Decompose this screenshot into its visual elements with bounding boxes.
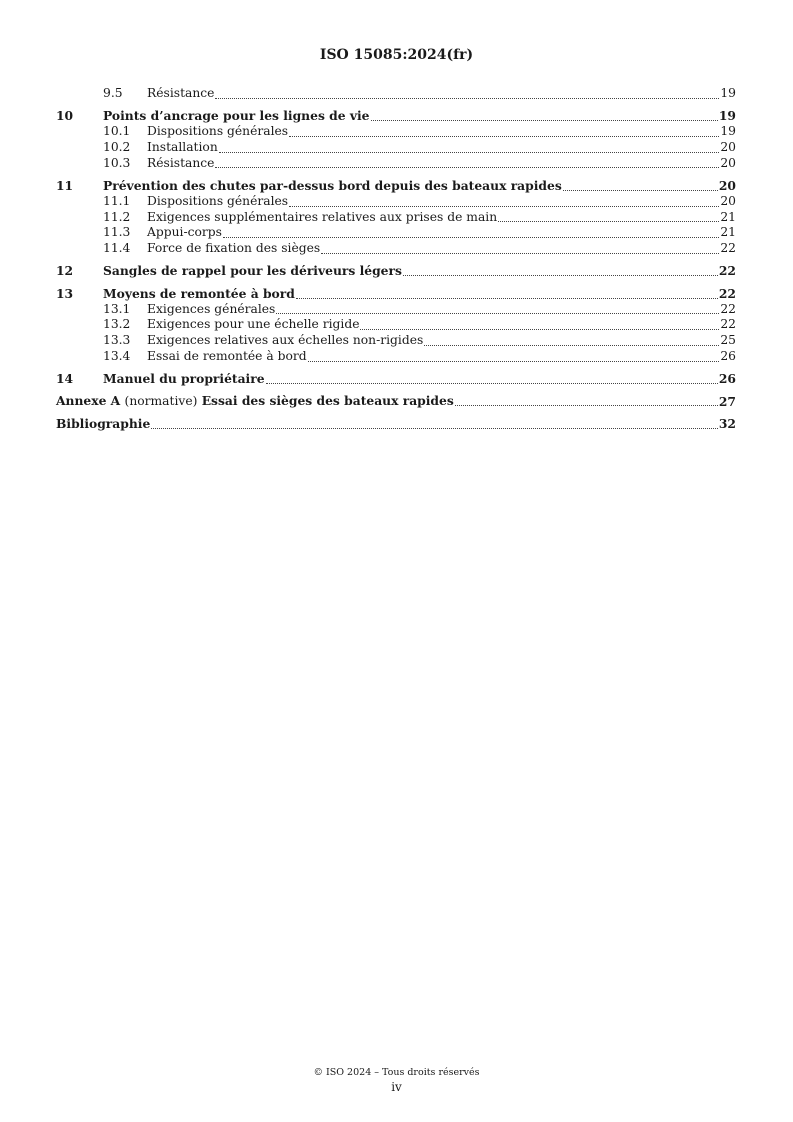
toc-entry-9-5[interactable] [56,86,736,102]
toc-entry-11-2[interactable] [56,210,736,226]
toc-entry-page: 26 [720,348,736,363]
toc-entry-number: 13.2 [103,317,131,332]
dot-leader [289,206,719,207]
toc-entry-title: Exigences pour une échelle rigide [147,317,360,332]
toc-entry-11-1[interactable] [56,194,736,210]
toc-entry-page: 20 [720,193,736,208]
toc-entry-title: Installation [147,139,218,154]
toc-entry-title: Force de fixation des sièges [147,241,321,256]
toc-entry-title: Résistance [147,86,215,100]
toc-entry-12[interactable] [56,263,736,279]
annex-label: Annexe A [56,392,121,408]
dot-leader [360,329,719,330]
toc-entry-page: 22 [720,241,736,256]
dot-leader [223,237,719,238]
toc-entry-14[interactable] [56,371,736,387]
toc-entry-11[interactable] [56,178,736,194]
toc-entry-number: 10.3 [103,155,131,170]
toc-entry-title: Dispositions générales [147,124,289,139]
dot-leader [219,152,720,153]
toc-entry-10[interactable] [56,108,736,124]
toc-entry-13-1[interactable] [56,302,736,318]
dot-leader [321,253,719,254]
toc-entry-number: 11.2 [103,209,131,224]
toc-annex-title [56,393,454,410]
toc-entry-number: 14 [56,371,74,387]
toc-entry-page: 19 [720,86,736,100]
dot-leader [308,361,720,362]
toc-entry-number: 13.1 [103,301,131,316]
copyright-notice: © ISO 2024 – Tous droits réservés [313,1067,480,1078]
dot-leader [276,313,719,314]
toc-entry-number: 11.3 [103,225,131,240]
toc-entry-title: Bibliographie [56,415,151,431]
toc-entry-page: 20 [718,177,736,193]
toc-entry-page: 32 [718,415,736,431]
toc-entry-11-4[interactable] [56,241,736,257]
toc-entry-page: 21 [720,209,736,224]
dot-leader [403,275,718,276]
toc-entry-page: 19 [720,124,736,139]
toc-entry-title: Exigences supplémentaires relatives aux prises de main [147,209,498,224]
toc-entry-number: 9.5 [103,86,123,100]
toc-entry-page: 20 [720,155,736,170]
toc-entry-number: 10.1 [103,124,131,139]
toc-entry-page: 21 [720,225,736,240]
toc-entry-number: 10 [56,108,74,124]
toc-entry-number: 11.1 [103,193,131,208]
toc-entry-title: Essai de remontée à bord [147,348,307,363]
dot-leader [498,221,719,222]
toc-entry-title: Exigences générales [147,301,276,316]
toc-entry-title: Dispositions générales [147,193,289,208]
document-header: ISO 15085:2024(fr) [319,47,474,63]
toc-entry-bibliography[interactable] [56,416,736,432]
toc-entry-title: Moyens de remontée à bord [103,285,295,301]
page-number: iv [391,1080,402,1094]
toc-entry-13-3[interactable] [56,333,736,349]
toc-entry-number: 12 [56,263,74,279]
page-footer [0,1066,793,1095]
toc-entry-10-1[interactable] [56,124,736,140]
dot-leader [215,98,719,99]
toc-entry-10-2[interactable] [56,140,736,156]
toc-entry-title: Sangles de rappel pour les dériveurs légers [103,263,402,279]
toc-entry-title: Points d’ancrage pour les lignes de vie [103,108,370,124]
dot-leader [215,167,719,168]
toc-entry-number: 13 [56,285,74,301]
toc-entry-13-2[interactable] [56,317,736,333]
table-of-contents [56,86,736,432]
toc-entry-page: 27 [718,393,736,409]
annex-qualifier: (normative) [124,393,198,408]
toc-entry-title: Manuel du propriétaire [103,371,265,387]
toc-entry-page: 25 [720,333,736,348]
toc-entry-11-3[interactable] [56,225,736,241]
toc-entry-page: 26 [718,371,736,387]
toc-entry-number: 10.2 [103,139,131,154]
toc-entry-number: 11 [56,177,74,193]
toc-entry-number: 13.4 [103,348,131,363]
dot-leader [296,298,718,299]
dot-leader [371,120,718,121]
toc-entry-number: 11.4 [103,241,131,256]
toc-entry-annex-a[interactable] [56,394,736,410]
toc-entry-title: Exigences relatives aux échelles non-rigides [147,333,424,348]
toc-entry-page: 22 [718,263,736,279]
toc-entry-page: 20 [720,139,736,154]
toc-entry-page: 22 [720,317,736,332]
dot-leader [424,345,719,346]
toc-entry-10-3[interactable] [56,156,736,172]
toc-entry-page: 19 [718,108,736,124]
toc-entry-page: 22 [720,301,736,316]
toc-entry-title: Résistance [147,155,215,170]
dot-leader [151,428,718,429]
toc-entry-title: Appui-corps [147,225,222,240]
dot-leader [266,383,718,384]
toc-entry-page: 22 [718,285,736,301]
toc-entry-number: 13.3 [103,333,131,348]
toc-entry-title: Prévention des chutes par-dessus bord depuis des bateaux rapides [103,177,562,193]
toc-entry-13[interactable] [56,286,736,302]
dot-leader [563,190,718,191]
dot-leader [289,136,719,137]
annex-title: Essai des sièges des bateaux rapides [201,392,454,408]
dot-leader [455,405,718,406]
toc-entry-13-4[interactable] [56,349,736,365]
